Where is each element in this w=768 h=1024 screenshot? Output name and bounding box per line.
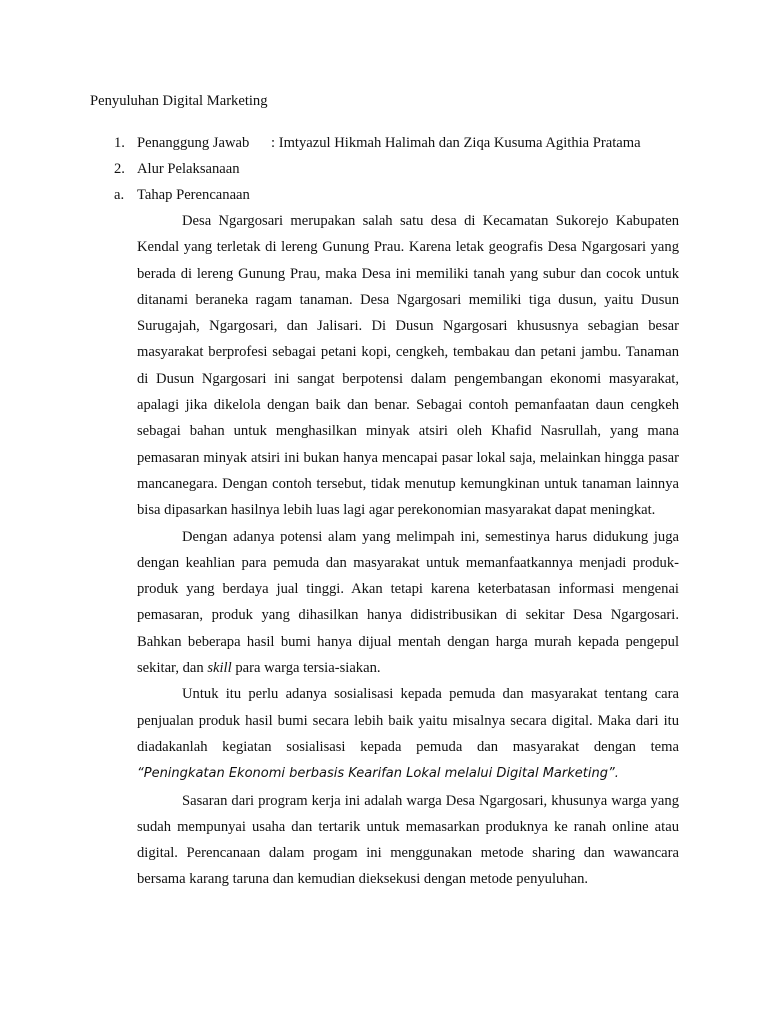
paragraph-2-text: Dengan adanya potensi alam yang melimpah ini, semestinya harus didukung juga dengan keahlian para pemuda dan masyarakat untuk memanfaatkannya menjadi produk-produk yang berdaya jual tinggi. Akan tetapi karena keterbatasan informasi mengenai pemasaran, produk yang dihasilkan hanya didistribusikan di sekitar Desa Ngargosari. Bahkan beberapa hasil bumi hanya dijual mentah dengan harga murah kepada pengepul sekitar, dan xyxy=(137,528,679,677)
list-label: Tahap Perencanaan xyxy=(137,187,250,203)
paragraph-2-end: para warga tersia-siakan. xyxy=(231,660,381,677)
paragraph-2-italic: skill xyxy=(207,660,232,677)
paragraph-3-text: Untuk itu perlu adanya sosialisasi kepada pemuda dan masyarakat tentang cara penjualan produk hasil bumi secara lebih baik yaitu misalnya secara digital. Maka dari itu diadakanlah kegiatan sosialisasi kepada pemuda dan masyarakat dengan tema xyxy=(137,686,679,755)
paragraph-2 xyxy=(137,524,679,682)
document-body xyxy=(137,208,679,893)
list-value: : Imtyazul Hikmah Halimah dan Ziqa Kusuma Agithia Pratama xyxy=(271,135,641,151)
paragraph-3-theme: “Peningkatan Ekonomi berbasis Kearifan Lokal melalui Digital Marketing”. xyxy=(137,766,619,782)
list-marker: 2. xyxy=(114,161,125,177)
document-title: Penyuluhan Digital Marketing xyxy=(90,93,268,109)
paragraph-3 xyxy=(137,681,679,787)
paragraph-4: Sasaran dari program kerja ini adalah warga Desa Ngargosari, khusunya warga yang sudah mempunyai usaha dan tertarik untuk memasarkan produknya ke ranah online atau digital. Perencanaan dalam progam ini menggunakan metode sharing dan wawancara bersama karang taruna dan kemudian dieksekusi dengan metode penyuluhan. xyxy=(137,792,679,888)
list-marker: a. xyxy=(114,187,125,203)
list-marker: 1. xyxy=(114,135,125,151)
list-label: Penanggung Jawab xyxy=(137,135,250,151)
list-label: Alur Pelaksanaan xyxy=(137,161,240,177)
paragraph-1: Desa Ngargosari merupakan salah satu desa di Kecamatan Sukorejo Kabupaten Kendal yang terletak di lereng Gunung Prau. Karena letak geografis Desa Ngargosari yang berada di lereng Gunung Prau, maka Desa ini memiliki tanah yang subur dan cocok untuk ditanami beraneka ragam tanaman. Desa Ngargosari memiliki tiga dusun, yaitu Dusun Surugajah, Ngargosari, dan Jalisari. Di Dusun Ngargosari khususnya sebagian besar masyarakat berprofesi sebagai petani kopi, cengkeh, tembakau dan petani jambu. Tanaman di Dusun Ngargosari ini sangat berpotensi dalam pengembangan ekonomi masyarakat, apalagi jika dikelola dengan baik dan benar. Sebagai contoh pemanfaatan daun cengkeh sebagai bahan untuk menghasilkan minyak atsiri oleh Khafid Nasrullah, yang mana pemasaran minyak atsiri ini bukan hanya mencapai pasar lokal saja, melainkan hingga pasar mancanegara. Dengan contoh tersebut, tidak menutup kemungkinan untuk tanaman lainnya bisa dipasarkan hasilnya lebih luas lagi agar perekonomian masyarakat dapat meningkat. xyxy=(137,213,679,519)
